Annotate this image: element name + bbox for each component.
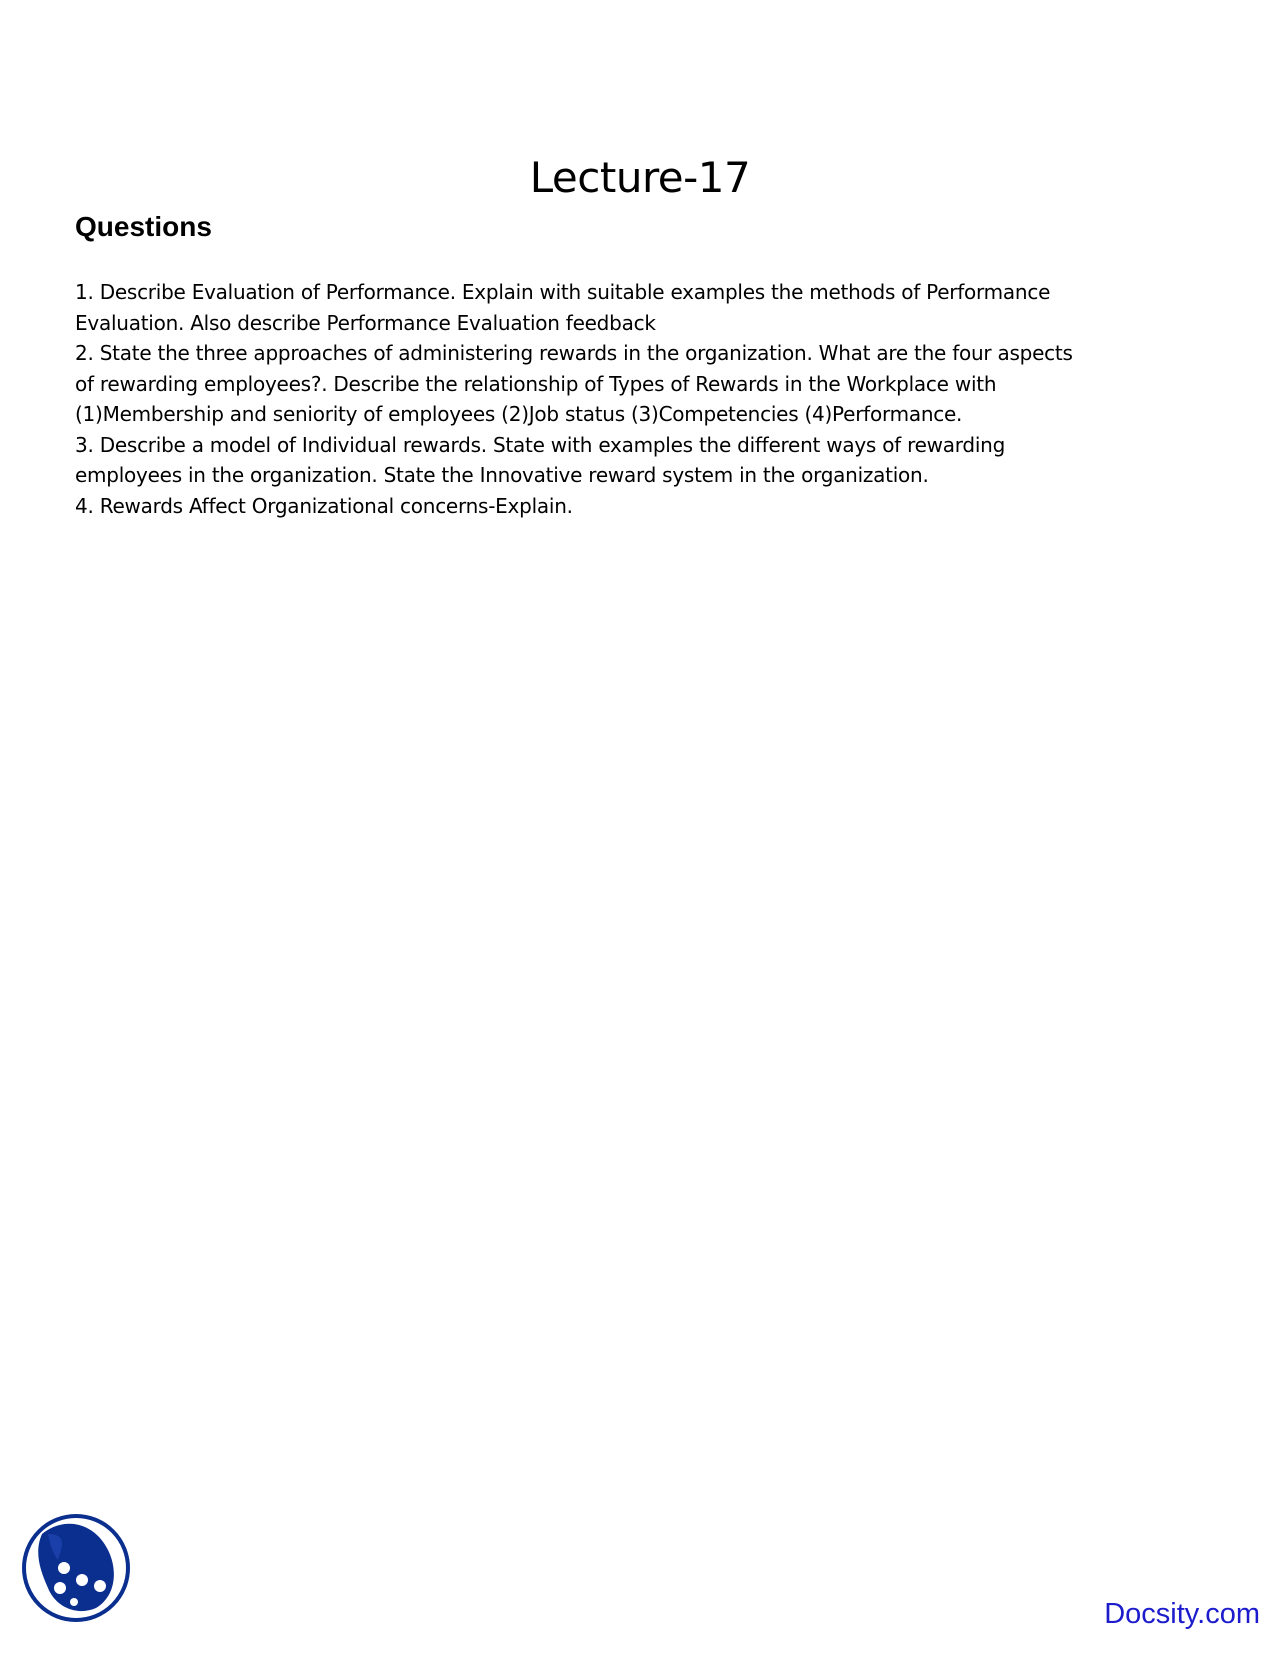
- question-2: 2. State the three approaches of administering rewards in the organization. What are the four aspects of rewarding employees?. Describe the relationship of Types of Rewards in the Workplace with (1)Membership and seniority of employees (2)Job status (3)Competencies (4)Performance.: [75, 341, 1073, 426]
- question-4: 4. Rewards Affect Organizational concerns-Explain.: [75, 493, 573, 518]
- question-1: 1. Describe Evaluation of Performance. Explain with suitable examples the methods of Performance Evaluation. Also describe Performance Evaluation feedback: [75, 280, 1051, 335]
- section-heading: Questions: [75, 211, 212, 242]
- question-3: 3. Describe a model of Individual rewards. State with examples the different ways of rewarding employees in the organization. State the Innovative reward system in the organization.: [75, 432, 1006, 487]
- questions-list: [75, 277, 1075, 521]
- docsity-logo-icon: [20, 1512, 132, 1624]
- docsity-brand-link[interactable]: Docsity.com: [1104, 1598, 1260, 1630]
- page-title: Lecture-17: [529, 153, 751, 202]
